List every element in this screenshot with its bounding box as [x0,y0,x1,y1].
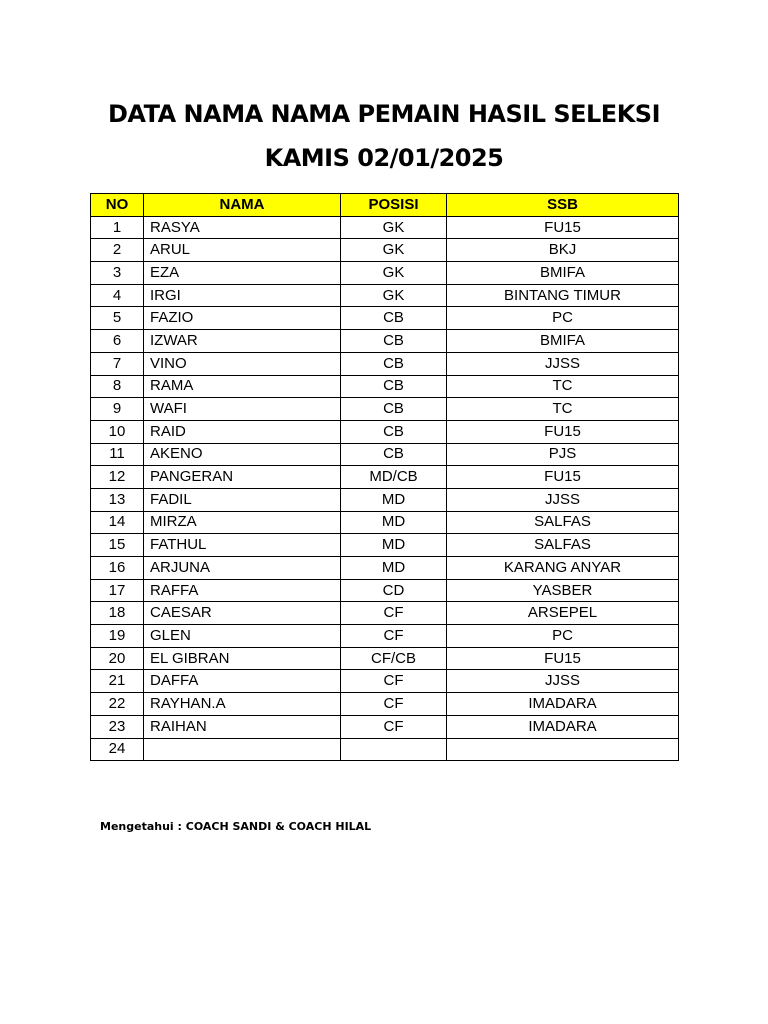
table-row [91,625,679,648]
cell-nama: PANGERAN [144,466,341,489]
cell-no: 2 [91,239,144,262]
cell-no: 17 [91,579,144,602]
cell-ssb: BKJ [447,239,679,262]
cell-no: 21 [91,670,144,693]
players-table [90,193,679,761]
table-row [91,375,679,398]
title-line-1: DATA NAMA NAMA PEMAIN HASIL SELEKSI [107,100,661,128]
cell-no: 9 [91,398,144,421]
cell-ssb: IMADARA [447,693,679,716]
cell-ssb: IMADARA [447,715,679,738]
table-header-row [91,194,679,217]
cell-posisi: CF [341,693,447,716]
cell-nama: MIRZA [144,511,341,534]
cell-nama: IRGI [144,284,341,307]
cell-ssb [447,738,679,761]
players-table-body [91,216,679,761]
cell-posisi: CB [341,307,447,330]
cell-posisi: GK [341,216,447,239]
cell-no: 12 [91,466,144,489]
cell-ssb: JJSS [447,352,679,375]
acknowledgement-note: Mengetahui : COACH SANDI & COACH HILAL [100,820,372,833]
cell-posisi: MD [341,488,447,511]
cell-no: 24 [91,738,144,761]
cell-no: 13 [91,488,144,511]
cell-posisi: CF [341,715,447,738]
cell-nama: RAID [144,420,341,443]
cell-posisi: GK [341,239,447,262]
cell-nama: CAESAR [144,602,341,625]
table-row [91,284,679,307]
table-row [91,239,679,262]
table-row [91,398,679,421]
title-line-2: KAMIS 02/01/2025 [264,144,504,172]
table-row [91,602,679,625]
cell-no: 3 [91,262,144,285]
cell-no: 6 [91,330,144,353]
cell-ssb: KARANG ANYAR [447,557,679,580]
cell-nama: RAFFA [144,579,341,602]
cell-posisi: CF/CB [341,647,447,670]
header-posisi: POSISI [341,194,447,217]
cell-posisi: CF [341,670,447,693]
cell-nama: RAYHAN.A [144,693,341,716]
table-row [91,647,679,670]
table-row [91,352,679,375]
cell-no: 15 [91,534,144,557]
cell-no: 11 [91,443,144,466]
table-row [91,557,679,580]
cell-ssb: SALFAS [447,511,679,534]
cell-no: 20 [91,647,144,670]
cell-ssb: FU15 [447,420,679,443]
cell-ssb: PC [447,625,679,648]
cell-nama: RAMA [144,375,341,398]
table-row [91,488,679,511]
cell-no: 7 [91,352,144,375]
table-row [91,715,679,738]
cell-posisi: CB [341,398,447,421]
cell-ssb: TC [447,375,679,398]
table-row [91,738,679,761]
cell-ssb: FU15 [447,216,679,239]
cell-posisi: CB [341,443,447,466]
table-row [91,534,679,557]
cell-nama: FATHUL [144,534,341,557]
cell-nama: EZA [144,262,341,285]
table-row [91,670,679,693]
table-row [91,443,679,466]
cell-nama: ARUL [144,239,341,262]
cell-no: 10 [91,420,144,443]
cell-posisi: CB [341,420,447,443]
cell-nama: ARJUNA [144,557,341,580]
cell-no: 14 [91,511,144,534]
cell-ssb: JJSS [447,488,679,511]
table-row [91,466,679,489]
cell-ssb: PC [447,307,679,330]
cell-ssb: ARSEPEL [447,602,679,625]
cell-no: 22 [91,693,144,716]
cell-nama: GLEN [144,625,341,648]
cell-nama: AKENO [144,443,341,466]
cell-nama: EL GIBRAN [144,647,341,670]
table-row [91,330,679,353]
cell-ssb: BMIFA [447,262,679,285]
cell-posisi: CB [341,352,447,375]
cell-nama: RASYA [144,216,341,239]
cell-nama: DAFFA [144,670,341,693]
cell-ssb: BINTANG TIMUR [447,284,679,307]
table-row [91,511,679,534]
cell-posisi [341,738,447,761]
cell-nama: VINO [144,352,341,375]
cell-nama: WAFI [144,398,341,421]
cell-nama: IZWAR [144,330,341,353]
table-row [91,307,679,330]
cell-ssb: BMIFA [447,330,679,353]
table-row [91,693,679,716]
cell-ssb: SALFAS [447,534,679,557]
cell-no: 8 [91,375,144,398]
cell-no: 16 [91,557,144,580]
table-row [91,420,679,443]
cell-posisi: CB [341,330,447,353]
cell-posisi: CF [341,625,447,648]
cell-no: 18 [91,602,144,625]
table-row [91,262,679,285]
cell-ssb: YASBER [447,579,679,602]
cell-nama: FADIL [144,488,341,511]
cell-no: 4 [91,284,144,307]
cell-nama: RAIHAN [144,715,341,738]
cell-ssb: FU15 [447,466,679,489]
cell-posisi: CF [341,602,447,625]
document-title [0,92,768,180]
cell-no: 19 [91,625,144,648]
cell-no: 5 [91,307,144,330]
cell-ssb: PJS [447,443,679,466]
header-ssb: SSB [447,194,679,217]
cell-posisi: MD [341,557,447,580]
cell-posisi: MD [341,511,447,534]
table-row [91,216,679,239]
table-row [91,579,679,602]
cell-posisi: MD [341,534,447,557]
cell-ssb: JJSS [447,670,679,693]
cell-posisi: GK [341,262,447,285]
cell-posisi: MD/CB [341,466,447,489]
cell-ssb: FU15 [447,647,679,670]
cell-ssb: TC [447,398,679,421]
cell-no: 23 [91,715,144,738]
cell-nama [144,738,341,761]
cell-nama: FAZIO [144,307,341,330]
cell-posisi: GK [341,284,447,307]
cell-posisi: CD [341,579,447,602]
header-nama: NAMA [144,194,341,217]
cell-posisi: CB [341,375,447,398]
header-no: NO [91,194,144,217]
cell-no: 1 [91,216,144,239]
